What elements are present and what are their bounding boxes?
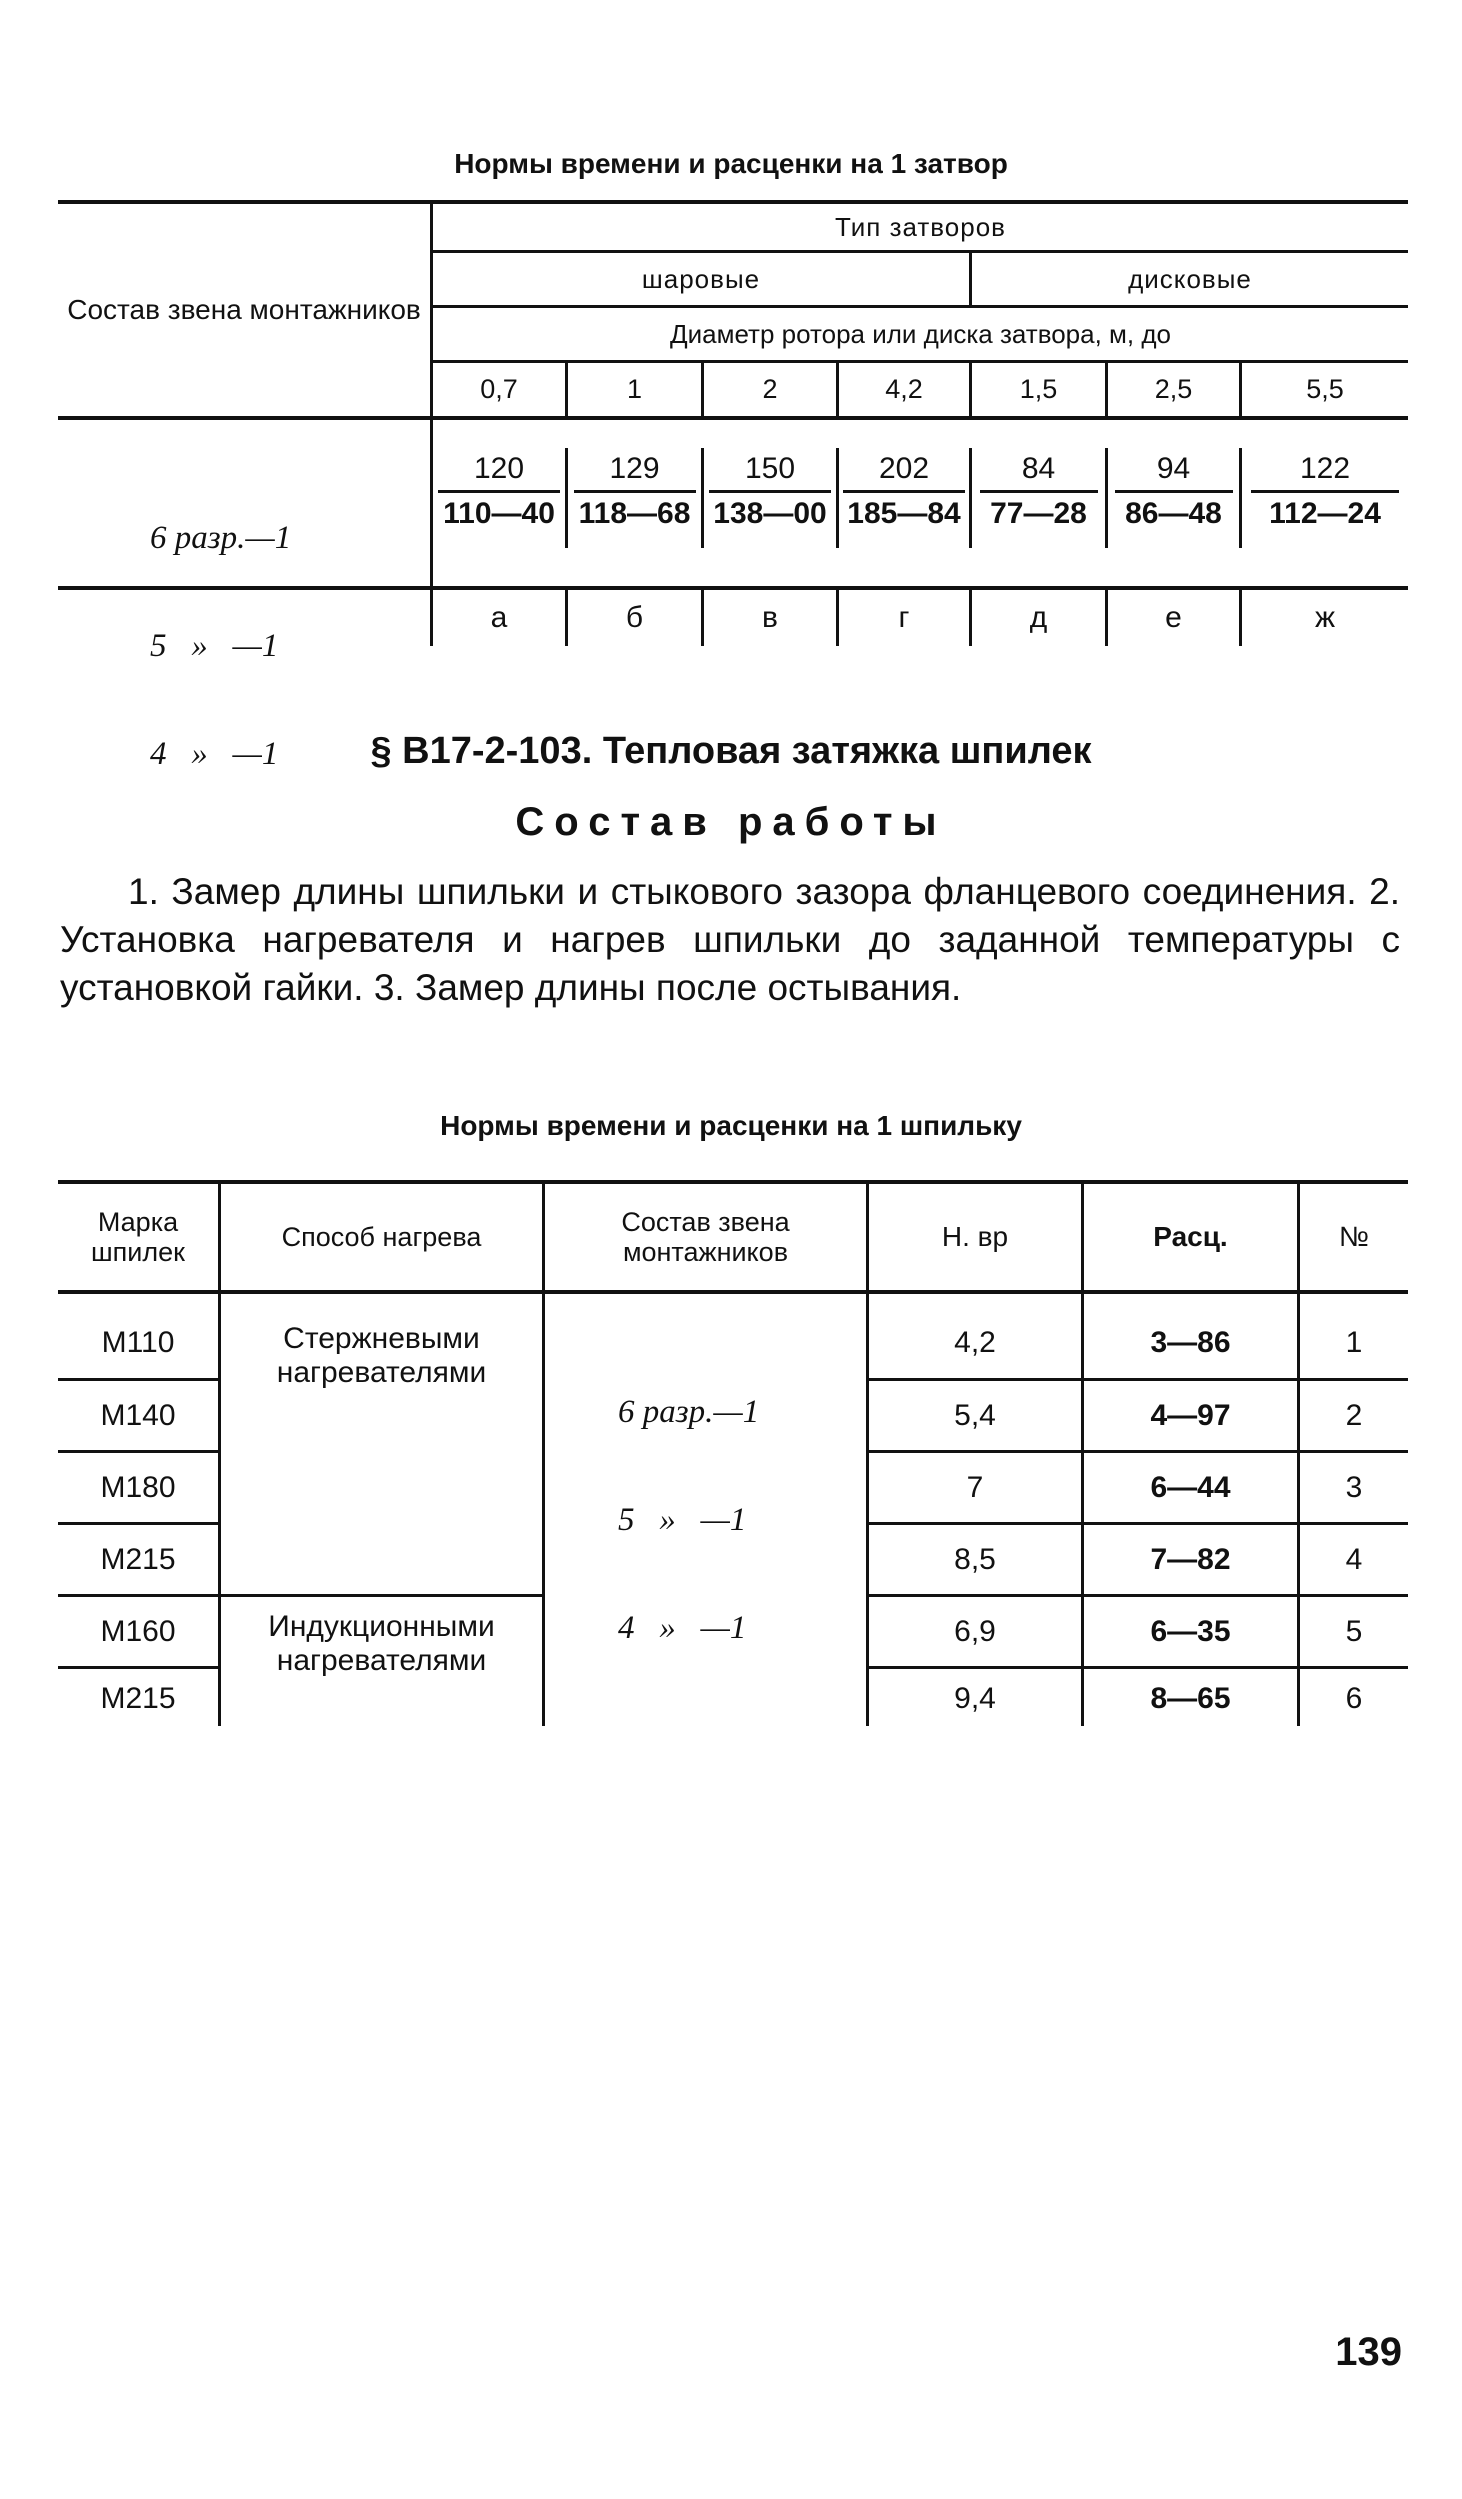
rate: 6—35 — [1150, 1614, 1231, 1648]
time-norm: 4,2 — [954, 1326, 996, 1359]
stud-mark: М215 — [100, 1542, 176, 1576]
section-subtitle: Состав работы — [515, 800, 947, 844]
stud-mark: М215 — [100, 1682, 176, 1715]
norm-rate-cell — [1242, 448, 1408, 535]
rate-header: Расц. — [1153, 1221, 1228, 1252]
rate: 118—68 — [578, 497, 691, 530]
norm-rate-cell — [1108, 448, 1239, 535]
crew-list — [618, 1322, 759, 1718]
stud-mark: М160 — [100, 1614, 176, 1648]
mark-header: Марка шпилек — [91, 1207, 185, 1267]
table2-caption: Нормы времени и расценки на 1 шпильку — [440, 1110, 1022, 1141]
time-norm: 84 — [1021, 452, 1056, 485]
diameter-cell: 4,2 — [885, 374, 923, 404]
crew-line: 5 » —1 — [618, 1502, 747, 1538]
time-norm: 94 — [1156, 452, 1191, 485]
rate: 7—82 — [1150, 1542, 1231, 1576]
table1-caption: Нормы времени и расценки на 1 затвор — [454, 148, 1008, 179]
diameter-header: Диаметр ротора или диска затвора, м, до — [669, 318, 1171, 349]
column-letter: б — [625, 601, 644, 634]
time-norm: 150 — [744, 452, 796, 485]
time-norm: 6,9 — [954, 1614, 996, 1648]
column-letter: ж — [1314, 601, 1336, 634]
heating-method-header: Способ нагрева — [281, 1221, 482, 1252]
page-number: 139 — [1335, 2330, 1402, 2374]
work-description: 1. Замер длины шпильки и стыкового зазора фланцевого соединения. 2. Установка нагревателя и нагрев шпильки до заданной температуры с установкой гайки. 3. Замер длины после остывания. — [60, 871, 1400, 1008]
time-norm: 7 — [966, 1470, 984, 1504]
diameter-cell: 5,5 — [1306, 374, 1344, 404]
heating-induction: Индукционными нагревателями — [268, 1610, 495, 1677]
rate: 4—97 — [1150, 1398, 1231, 1432]
row-number: 4 — [1345, 1542, 1363, 1576]
stud-mark: М140 — [100, 1398, 176, 1432]
row-number: 3 — [1345, 1470, 1363, 1504]
diameter-cell: 2,5 — [1154, 374, 1193, 404]
time-norm: 8,5 — [954, 1542, 996, 1576]
row-number: 6 — [1345, 1682, 1363, 1715]
row-number: 2 — [1345, 1398, 1363, 1432]
column-letter: г — [898, 601, 910, 634]
column-letter: а — [490, 601, 508, 634]
crew-line: 4 » —1 — [150, 736, 279, 772]
diameter-cell: 0,7 — [480, 374, 518, 404]
rate: 86—48 — [1125, 497, 1222, 530]
rate: 112—24 — [1269, 497, 1381, 530]
norm-rate-cell — [839, 448, 969, 535]
crew-header: Состав звена монтажников — [67, 294, 421, 325]
rate: 110—40 — [443, 497, 555, 530]
heating-rods: Стержневыми нагревателями — [276, 1322, 487, 1389]
crew-line: 4 » —1 — [618, 1610, 747, 1646]
rate: 77—28 — [990, 497, 1087, 530]
rate: 8—65 — [1150, 1682, 1231, 1715]
row-number: 1 — [1345, 1326, 1363, 1359]
crew-header: Состав звена монтажников — [621, 1207, 790, 1267]
diameter-cell: 1,5 — [1019, 374, 1058, 404]
table2-header-bottom-rule — [58, 1290, 1408, 1294]
crew-list — [150, 448, 291, 844]
stud-mark: М180 — [100, 1470, 176, 1504]
rate: 3—86 — [1150, 1326, 1231, 1359]
table1-header-bottom-rule — [58, 416, 1408, 420]
time-norm: 202 — [878, 452, 930, 485]
time-norm: 122 — [1299, 452, 1351, 485]
column-letter: в — [762, 601, 778, 634]
norm-header: Н. вр — [941, 1221, 1009, 1252]
crew-line: 5 » —1 — [150, 628, 279, 664]
column-letter: е — [1165, 601, 1182, 634]
norm-rate-cell — [433, 448, 565, 535]
diameter-cell: 2 — [762, 374, 778, 404]
rate: 138—00 — [713, 497, 827, 530]
stud-mark: М110 — [101, 1326, 175, 1359]
row-number: 5 — [1345, 1614, 1363, 1648]
crew-line: 6 разр.—1 — [150, 520, 292, 556]
table2-row-rule — [221, 1594, 542, 1597]
norm-rate-cell — [972, 448, 1105, 535]
norm-rate-cell — [568, 448, 701, 535]
time-norm: 120 — [473, 452, 525, 485]
time-norm: 9,4 — [954, 1682, 996, 1715]
valve-type-header: Тип затворов — [835, 211, 1006, 242]
number-header: № — [1338, 1221, 1370, 1252]
section-title: § В17-2-103. Тепловая затяжка шпилек — [370, 730, 1092, 772]
time-norm: 129 — [609, 452, 660, 485]
table2-vrule — [542, 1294, 545, 1726]
crew-line: 6 разр.—1 — [618, 1394, 760, 1430]
diameter-cell: 1 — [626, 374, 643, 404]
ball-valves-header: шаровые — [641, 263, 761, 294]
disc-valves-header: дисковые — [1128, 263, 1252, 294]
norm-rate-cell — [704, 448, 836, 535]
time-norm: 5,4 — [954, 1398, 996, 1432]
rate: 185—84 — [847, 497, 961, 530]
rate: 6—44 — [1150, 1470, 1231, 1504]
column-letter: д — [1029, 601, 1048, 634]
